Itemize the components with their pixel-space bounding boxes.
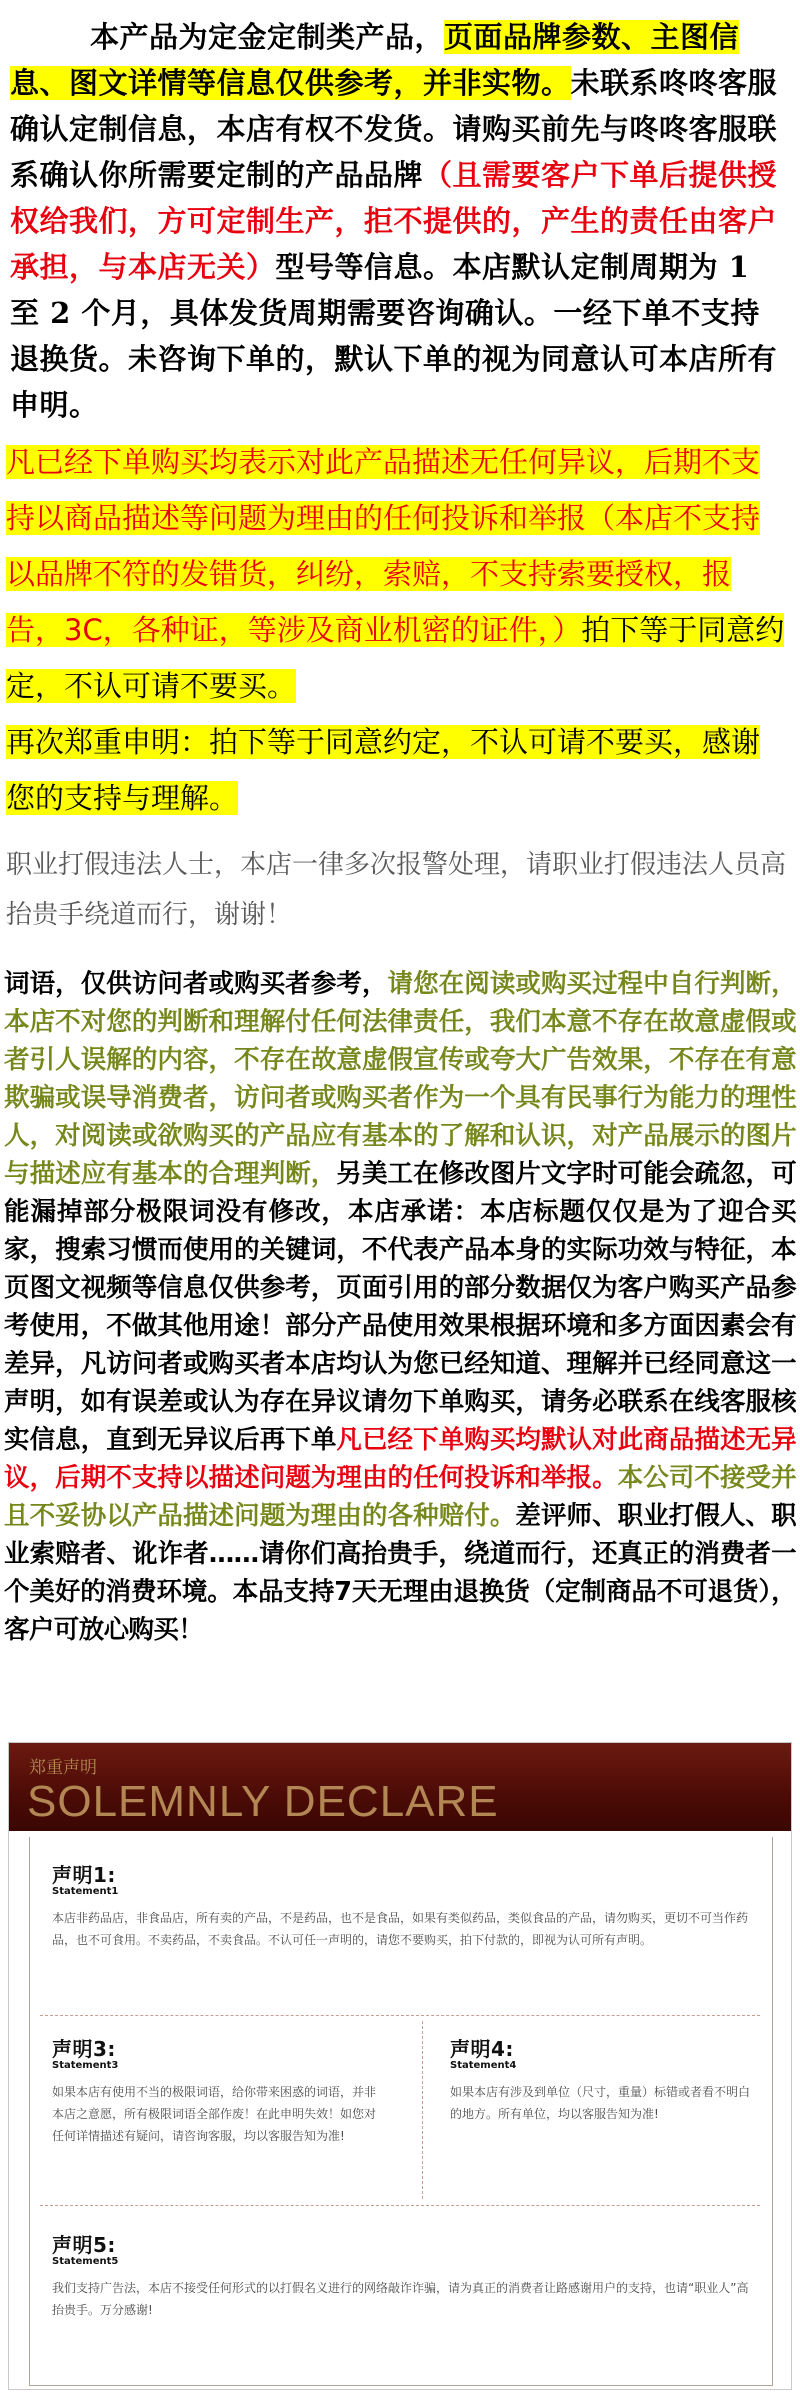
disclaimer-part-1: 词语，仅供访问者或购买者参考， [4, 969, 388, 999]
statement-4 [450, 2033, 750, 2125]
divider-2 [40, 2205, 760, 2206]
statement-5-text: 我们支持广告法，本店不接受任何形式的以打假名义进行的网络敲诈诈骗，请为真正的消费者让路感谢用户的支持，也请“职业人”高抬贵手。万分感谢! [52, 2281, 749, 2317]
declare-panel [8, 1742, 792, 2390]
statement-5 [52, 2229, 752, 2321]
notice-cycle-text: 型号等信息。本店默认定制周期为 1 至 2 个月，具体发货周期需要咨询确认。一经下单不支持退换货。未咨询下单的，默认下单的视为同意认可本店所有申明。 [10, 250, 778, 422]
disclaimer-part-3: 另美工在修改图片文字时可能会疏忽，可能漏掉部分极限词没有修改，本店承诺：本店标题仅仅是为了迎合买家，搜索习惯而使用的关键词，不代表产品本身的实际功效与特征，本页图文视频等信息仅供参考，页面引用的部分数据仅为客户购买产品参考使用，不做其他用途！部分产品使用效果根据环境和多方面因素会有差异，凡访问者或购买者本店均认为您已经知道、理解并已经同意这一声明，如有误差或认为存在异议请勿下单购买，请务必联系在线客服核实信息，直到无异议后再下单 [4, 1159, 797, 1455]
statement-1-text: 本店非药品店，非食品店，所有卖的产品，不是药品，也不是食品，如果有类似药品，类似食品的产品，请勿购买，更切不可当作药品，也不可食用。不卖药品，不卖食品。不认可任一声明的，请您不要购买，拍下付款的，即视为认可所有声明。 [52, 1911, 749, 1947]
notice-anti-fraud-text: 职业打假违法人士，本店一律多次报警处理，请职业打假违法人员高抬贵手绕道而行，谢谢！ [6, 850, 787, 930]
notice-solemn-restatement: 再次郑重申明：拍下等于同意约定，不认可请不要买，感谢您的支持与理解。 [6, 725, 761, 815]
notice-no-complaint-warning: 凡已经下单购买均表示对此产品描述无任何异议，后期不支持以商品描述等问题为理由的任何投诉和举报（本店不支持以品牌不符的发错货，纠纷，索赔，不支持索要授权，报告，3C，各种证，等涉及商业机密的证件，） [6, 445, 761, 647]
statement-4-text: 如果本店有涉及到单位（尺寸，重量）标错或者看不明白的地方。所有单位，均以客服告知为准! [450, 2085, 751, 2121]
statement-1-title: 声明1: [52, 1863, 116, 1887]
notice-section [0, 14, 800, 940]
disclaimer-part-5: 本公司不接受并且不妥协以产品描述问题为理由的各种赔付。 [4, 1463, 796, 1531]
disclaimer-part-6: 差评师、职业打假人、职业索赔者、讹诈者……请你们高抬贵手，绕道而行，还真正的消费者一个美好的消费环境。本品支持7天无理由退换货（定制商品不可退货），客户可放心购买！ [4, 1501, 796, 1645]
notice-authorization-note: （且需要客户下单后提供授权给我们，方可定制生产，拒不提供的，产生的责任由客户承担，与本店无关） [10, 158, 778, 284]
notice-paragraph-3 [0, 714, 800, 826]
statement-5-title: 声明5: [52, 2233, 116, 2257]
statement-1 [52, 1859, 752, 1951]
statement-1-subtitle: Statement1 [52, 1886, 119, 1897]
declare-title-cn: 郑重声明 [29, 1758, 97, 1778]
statement-5-subtitle: Statement5 [52, 2256, 119, 2267]
notice-agree-text: 拍下等于同意约定，不认可请不要买。 [6, 613, 785, 703]
notice-contact-text: 未联系咚咚客服确认定制信息，本店有权不发货。请购买前先与咚咚客服联系确认你所需要定制的产品品牌 [10, 66, 778, 192]
disclaimer-section [0, 965, 800, 1649]
disclaimer-part-4: 凡已经下单购买均默认对此商品描述无异议，后期不支持以描述问题为理由的任何投诉和举报。 [4, 1425, 797, 1493]
statement-4-subtitle: Statement4 [450, 2060, 517, 2071]
notice-highlight-reference: 页面品牌参数、主图信息、图文详情等信息仅供参考，并非实物。 [10, 20, 740, 100]
statement-3 [52, 2033, 382, 2147]
statement-3-subtitle: Statement3 [52, 2060, 119, 2071]
declare-title-en: SOLEMNLY DECLARE [27, 1777, 499, 1826]
statement-4-title: 声明4: [450, 2037, 514, 2061]
disclaimer-part-2: 请您在阅读或购买过程中自行判断，本店不对您的判断和理解付任何法律责任，我们本意不存在故意虚假或者引人误解的内容，不存在故意虚假宣传或夸大广告效果，不存在有意欺骗或误导消费者，访问者或购买者作为一个具有民事行为能力的理性人，对阅读或欲购买的产品应有基本的了解和认识，对产品展示的图片与描述应有基本的合理判断， [4, 969, 796, 1189]
divider-vertical [422, 2021, 423, 2199]
declare-frame [29, 1837, 773, 2386]
notice-paragraph-1 [0, 14, 800, 428]
declare-header [9, 1743, 791, 1831]
notice-paragraph-2 [0, 434, 800, 714]
statement-3-title: 声明3: [52, 2037, 116, 2061]
statement-3-text: 如果本店有使用不当的极限词语，给你带来困惑的词语，并非本店之意愿，所有极限词语全部作废！在此申明失效！如您对任何详情描述有疑问，请咨询客服，均以客服告知为准! [52, 2085, 377, 2143]
notice-intro: 本产品为定金定制类产品， [90, 20, 445, 54]
divider-1 [40, 2015, 760, 2016]
